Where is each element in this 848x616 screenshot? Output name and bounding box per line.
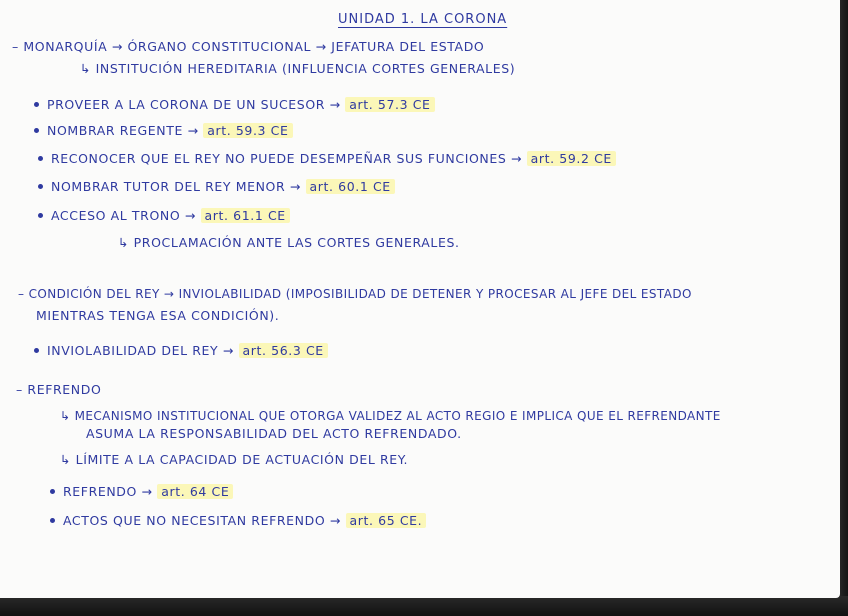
bullet-icon: [50, 489, 55, 494]
scan-edge-bottom: [0, 596, 848, 616]
article-reference: art. 56.3 CE: [239, 343, 328, 358]
bullet-item: [34, 343, 328, 359]
article-reference: art. 59.3 CE: [203, 123, 292, 138]
note-line-proclamacion: ↳ PROCLAMACIÓN ANTE LAS CORTES GENERALES.: [118, 235, 460, 250]
bullet-icon: [34, 128, 39, 133]
bullet-text: INVIOLABILIDAD DEL REY →: [47, 343, 234, 358]
article-reference: art. 65 CE.: [346, 513, 427, 528]
note-line-mientras: MIENTRAS TENGA ESA CONDICIÓN).: [36, 308, 280, 323]
note-line-monarquia: – MONARQUÍA → ÓRGANO CONSTITUCIONAL → JEFATURA DEL ESTADO: [12, 39, 485, 54]
bullet-icon: [34, 102, 39, 107]
article-reference: art. 57.3 CE: [345, 97, 434, 112]
note-line-condicion: – CONDICIÓN DEL REY → INVIOLABILIDAD (IMPOSIBILIDAD DE DETENER Y PROCESAR AL JEFE DEL ESTADO: [18, 287, 692, 301]
bullet-item: [34, 97, 435, 113]
bullet-item: [50, 484, 233, 500]
bullet-icon: [34, 348, 39, 353]
note-line-limite: ↳ LÍMITE A LA CAPACIDAD DE ACTUACIÓN DEL REY.: [60, 452, 409, 467]
bullet-text: NOMBRAR REGENTE →: [47, 123, 199, 138]
note-line-asuma: ASUMA LA RESPONSABILIDAD DEL ACTO REFRENDADO.: [86, 426, 462, 441]
note-line-hereditaria: ↳ INSTITUCIÓN HEREDITARIA (INFLUENCIA CORTES GENERALES): [80, 61, 516, 76]
bullet-text: RECONOCER QUE EL REY NO PUEDE DESEMPEÑAR SUS FUNCIONES →: [51, 151, 523, 166]
article-reference: art. 61.1 CE: [201, 208, 290, 223]
bullet-item: [38, 151, 616, 167]
bullet-icon: [38, 213, 43, 218]
article-reference: art. 59.2 CE: [527, 151, 616, 166]
article-reference: art. 64 CE: [157, 484, 233, 499]
bullet-icon: [38, 156, 43, 161]
bullet-item: [50, 513, 426, 529]
bullet-item: [34, 123, 293, 139]
article-reference: art. 60.1 CE: [306, 179, 395, 194]
bullet-icon: [38, 184, 43, 189]
bullet-text: NOMBRAR TUTOR DEL REY MENOR →: [51, 179, 301, 194]
bullet-icon: [50, 518, 55, 523]
bullet-text: REFRENDO →: [63, 484, 153, 499]
bullet-item: [38, 179, 395, 195]
note-line-refrendo: – REFRENDO: [16, 382, 102, 397]
note-line-mecanismo: ↳ MECANISMO INSTITUCIONAL QUE OTORGA VALIDEZ AL ACTO REGIO E IMPLICA QUE EL REFRENDANTE: [60, 409, 721, 423]
bullet-text: PROVEER A LA CORONA DE UN SUCESOR →: [47, 97, 341, 112]
bullet-text: ACCESO AL TRONO →: [51, 208, 196, 223]
bullet-text: ACTOS QUE NO NECESITAN REFRENDO →: [63, 513, 341, 528]
bullet-item: [38, 208, 290, 224]
page-title: UNIDAD 1. LA CORONA: [338, 12, 508, 27]
